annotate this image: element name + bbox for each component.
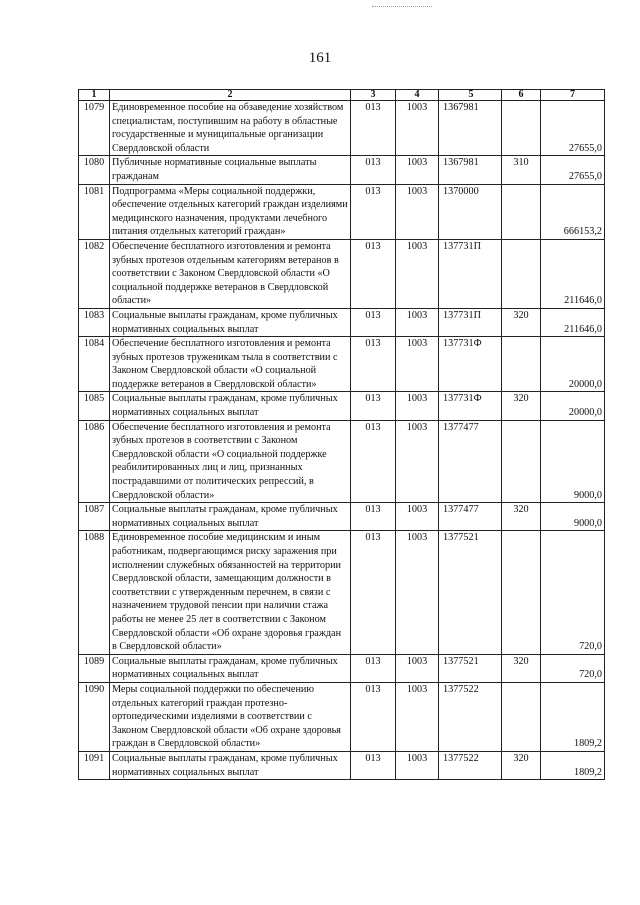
table-row bbox=[79, 239, 605, 308]
amount-value: 720,0 bbox=[579, 669, 602, 681]
row-number: 1085 bbox=[79, 392, 110, 420]
row-description: Обеспечение бесплатного изготовления и ремонта зубных протезов отдельным категориям ветеранов в соответствии с Законом Свердловской области «О социальной поддержке ветеранов в Свердловской области» bbox=[110, 239, 351, 308]
row-amount bbox=[541, 308, 605, 336]
header-col-4: 4 bbox=[396, 90, 439, 101]
row-description: Подпрограмма «Меры социальной поддержки, обеспечение отдельных категорий граждан изделиями медицинского назначения, продуктами лечебного питания отдельных категорий граждан» bbox=[110, 184, 351, 239]
row-section-code: 1003 bbox=[396, 682, 439, 751]
row-section-code: 1003 bbox=[396, 184, 439, 239]
row-target-code: 137731П bbox=[439, 308, 502, 336]
row-ministry-code: 013 bbox=[351, 420, 396, 503]
row-number: 1086 bbox=[79, 420, 110, 503]
amount-value: 211646,0 bbox=[564, 323, 602, 335]
row-section-code: 1003 bbox=[396, 101, 439, 156]
row-ministry-code: 013 bbox=[351, 308, 396, 336]
row-amount bbox=[541, 751, 605, 779]
row-amount bbox=[541, 420, 605, 503]
row-ministry-code: 013 bbox=[351, 531, 396, 654]
row-number: 1083 bbox=[79, 308, 110, 336]
row-description: Социальные выплаты гражданам, кроме публичных нормативных социальных выплат bbox=[110, 308, 351, 336]
amount-value: 27655,0 bbox=[568, 170, 602, 182]
row-amount bbox=[541, 654, 605, 682]
row-amount bbox=[541, 503, 605, 531]
amount-value: 9000,0 bbox=[573, 489, 602, 501]
row-number: 1091 bbox=[79, 751, 110, 779]
row-section-code: 1003 bbox=[396, 239, 439, 308]
row-expense-type bbox=[502, 239, 541, 308]
row-section-code: 1003 bbox=[396, 503, 439, 531]
row-description: Социальные выплаты гражданам, кроме публичных нормативных социальных выплат bbox=[110, 392, 351, 420]
row-target-code: 137731Ф bbox=[439, 392, 502, 420]
row-amount bbox=[541, 156, 605, 184]
row-number: 1090 bbox=[79, 682, 110, 751]
row-section-code: 1003 bbox=[396, 308, 439, 336]
row-number: 1089 bbox=[79, 654, 110, 682]
row-expense-type bbox=[502, 184, 541, 239]
row-description: Обеспечение бесплатного изготовления и ремонта зубных протезов труженикам тыла в соответствии с Законом Свердловской области «О социальной поддержке ветеранов в Свердловской области» bbox=[110, 337, 351, 392]
row-section-code: 1003 bbox=[396, 751, 439, 779]
table-row bbox=[79, 751, 605, 779]
row-ministry-code: 013 bbox=[351, 239, 396, 308]
scan-artifact-mark bbox=[372, 6, 432, 9]
amount-value: 211646,0 bbox=[564, 295, 602, 307]
row-amount bbox=[541, 682, 605, 751]
row-number: 1088 bbox=[79, 531, 110, 654]
row-amount bbox=[541, 184, 605, 239]
row-target-code: 1377477 bbox=[439, 420, 502, 503]
row-description: Единовременное пособие медицинским и иным работникам, подвергающимся риску заражения при исполнении служебных обязанностей на территории Свердловской области, замещающим должности в соответствии с утвержденным перечнем, в связи с назначением трудовой пенсии при наличии стажа работы не менее 25 лет в соответствии с Законом Свердловской области «Об охране здоровья граждан в Свердловской области» bbox=[110, 531, 351, 654]
table-row bbox=[79, 337, 605, 392]
row-expense-type: 320 bbox=[502, 308, 541, 336]
row-amount bbox=[541, 531, 605, 654]
table-row bbox=[79, 156, 605, 184]
row-section-code: 1003 bbox=[396, 420, 439, 503]
row-number: 1082 bbox=[79, 239, 110, 308]
row-description: Социальные выплаты гражданам, кроме публичных нормативных социальных выплат bbox=[110, 503, 351, 531]
row-section-code: 1003 bbox=[396, 654, 439, 682]
row-expense-type: 320 bbox=[502, 654, 541, 682]
amount-value: 666153,2 bbox=[563, 226, 602, 238]
amount-value: 27655,0 bbox=[568, 142, 602, 154]
row-target-code: 1367981 bbox=[439, 101, 502, 156]
row-expense-type: 320 bbox=[502, 751, 541, 779]
table-row bbox=[79, 420, 605, 503]
row-section-code: 1003 bbox=[396, 337, 439, 392]
header-col-7: 7 bbox=[541, 90, 605, 101]
row-description: Публичные нормативные социальные выплаты гражданам bbox=[110, 156, 351, 184]
table-header-row bbox=[79, 90, 605, 101]
page-number: 161 bbox=[308, 50, 332, 66]
row-description: Обеспечение бесплатного изготовления и ремонта зубных протезов в соответствии с Законом Свердловской области «О социальной поддержке реабилитированных лиц и лиц, признанных пострадавшими от политических репрессий, в Свердловской области» bbox=[110, 420, 351, 503]
table-row bbox=[79, 531, 605, 654]
amount-value: 720,0 bbox=[579, 641, 602, 653]
row-ministry-code: 013 bbox=[351, 751, 396, 779]
row-number: 1080 bbox=[79, 156, 110, 184]
row-amount bbox=[541, 239, 605, 308]
row-ministry-code: 013 bbox=[351, 101, 396, 156]
row-ministry-code: 013 bbox=[351, 654, 396, 682]
row-ministry-code: 013 bbox=[351, 156, 396, 184]
row-expense-type bbox=[502, 101, 541, 156]
row-target-code: 137731П bbox=[439, 239, 502, 308]
header-col-5: 5 bbox=[439, 90, 502, 101]
table-row bbox=[79, 654, 605, 682]
row-target-code: 1377522 bbox=[439, 751, 502, 779]
row-expense-type bbox=[502, 337, 541, 392]
budget-table bbox=[78, 89, 605, 780]
table-row bbox=[79, 682, 605, 751]
row-number: 1087 bbox=[79, 503, 110, 531]
table-row bbox=[79, 503, 605, 531]
row-target-code: 1367981 bbox=[439, 156, 502, 184]
header-col-3: 3 bbox=[351, 90, 396, 101]
row-description: Единовременное пособие на обзаведение хозяйством специалистам, поступившим на работу в областные государственные и муниципальные организации Свердловской области bbox=[110, 101, 351, 156]
row-number: 1079 bbox=[79, 101, 110, 156]
amount-value: 20000,0 bbox=[568, 378, 602, 390]
row-expense-type bbox=[502, 420, 541, 503]
row-section-code: 1003 bbox=[396, 156, 439, 184]
table-row bbox=[79, 101, 605, 156]
row-amount bbox=[541, 392, 605, 420]
table-row bbox=[79, 184, 605, 239]
row-ministry-code: 013 bbox=[351, 184, 396, 239]
row-expense-type bbox=[502, 682, 541, 751]
row-expense-type: 320 bbox=[502, 503, 541, 531]
row-target-code: 1377521 bbox=[439, 531, 502, 654]
row-number: 1084 bbox=[79, 337, 110, 392]
row-description: Социальные выплаты гражданам, кроме публичных нормативных социальных выплат bbox=[110, 751, 351, 779]
header-col-6: 6 bbox=[502, 90, 541, 101]
row-expense-type bbox=[502, 531, 541, 654]
row-ministry-code: 013 bbox=[351, 503, 396, 531]
row-number: 1081 bbox=[79, 184, 110, 239]
row-ministry-code: 013 bbox=[351, 337, 396, 392]
row-expense-type: 310 bbox=[502, 156, 541, 184]
row-description: Меры социальной поддержки по обеспечению отдельных категорий граждан протезно-ортопедическими изделиями в соответствии с Законом Свердловской области «Об охране здоровья граждан в Свердловской области» bbox=[110, 682, 351, 751]
row-section-code: 1003 bbox=[396, 531, 439, 654]
row-description: Социальные выплаты гражданам, кроме публичных нормативных социальных выплат bbox=[110, 654, 351, 682]
row-section-code: 1003 bbox=[396, 392, 439, 420]
amount-value: 9000,0 bbox=[573, 517, 602, 529]
header-col-2: 2 bbox=[110, 90, 351, 101]
row-target-code: 1370000 bbox=[439, 184, 502, 239]
row-target-code: 1377477 bbox=[439, 503, 502, 531]
row-expense-type: 320 bbox=[502, 392, 541, 420]
amount-value: 1809,2 bbox=[573, 738, 602, 750]
row-target-code: 137731Ф bbox=[439, 337, 502, 392]
row-ministry-code: 013 bbox=[351, 392, 396, 420]
table-row bbox=[79, 392, 605, 420]
row-amount bbox=[541, 101, 605, 156]
table-row bbox=[79, 308, 605, 336]
header-col-1: 1 bbox=[79, 90, 110, 101]
row-target-code: 1377522 bbox=[439, 682, 502, 751]
row-target-code: 1377521 bbox=[439, 654, 502, 682]
row-amount bbox=[541, 337, 605, 392]
amount-value: 1809,2 bbox=[573, 766, 602, 778]
row-ministry-code: 013 bbox=[351, 682, 396, 751]
amount-value: 20000,0 bbox=[568, 407, 602, 419]
